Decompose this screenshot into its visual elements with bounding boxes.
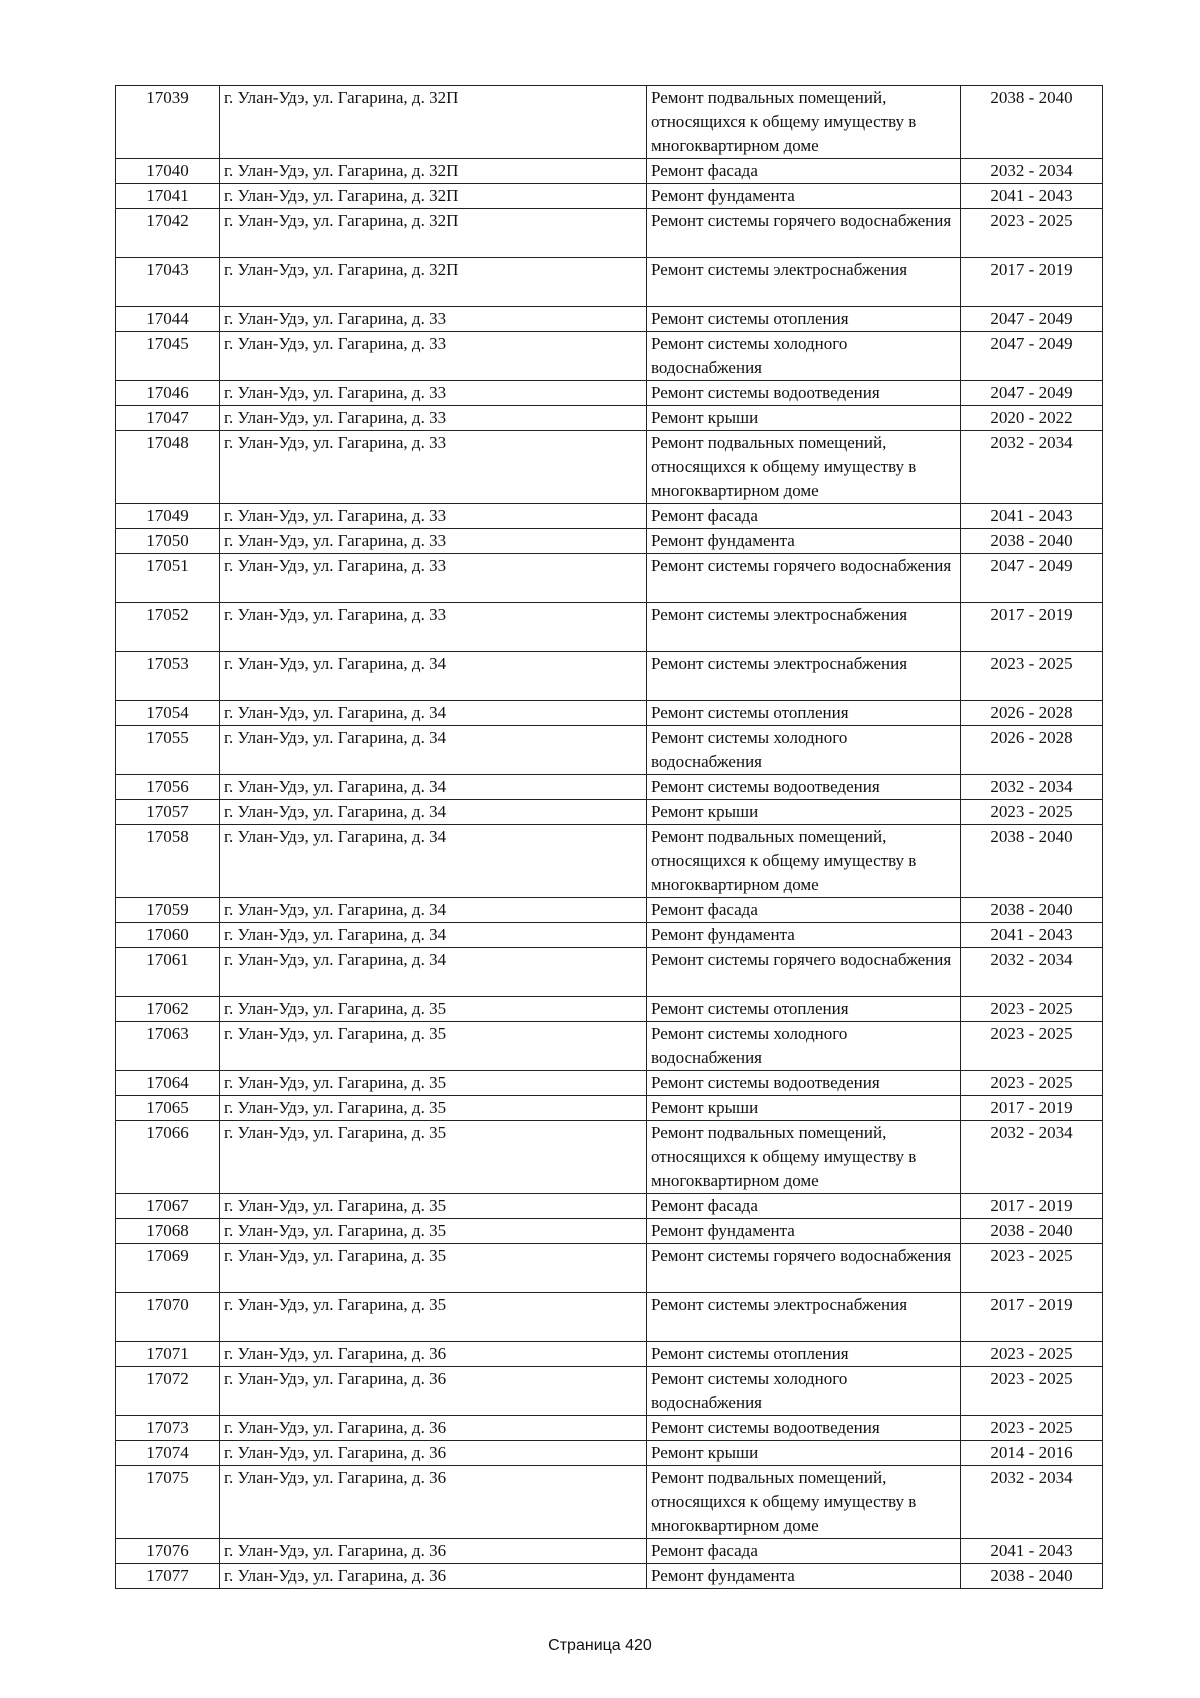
table-row bbox=[116, 1022, 1103, 1071]
cell-address: г. Улан-Удэ, ул. Гагарина, д. 34 bbox=[220, 800, 647, 825]
cell-address: г. Улан-Удэ, ул. Гагарина, д. 35 bbox=[220, 1121, 647, 1194]
cell-work-type: Ремонт системы отопления bbox=[647, 701, 961, 726]
cell-address: г. Улан-Удэ, ул. Гагарина, д. 33 bbox=[220, 332, 647, 381]
cell-address: г. Улан-Удэ, ул. Гагарина, д. 32П bbox=[220, 184, 647, 209]
cell-address: г. Улан-Удэ, ул. Гагарина, д. 33 bbox=[220, 603, 647, 652]
cell-address: г. Улан-Удэ, ул. Гагарина, д. 34 bbox=[220, 701, 647, 726]
cell-object-id: 17067 bbox=[116, 1194, 220, 1219]
table-row bbox=[116, 1194, 1103, 1219]
table-row bbox=[116, 554, 1103, 603]
repair-schedule-table bbox=[115, 85, 1103, 1589]
cell-period: 2041 - 2043 bbox=[961, 1539, 1103, 1564]
cell-address: г. Улан-Удэ, ул. Гагарина, д. 32П bbox=[220, 159, 647, 184]
cell-work-type: Ремонт системы отопления bbox=[647, 307, 961, 332]
cell-period: 2047 - 2049 bbox=[961, 554, 1103, 603]
cell-object-id: 17057 bbox=[116, 800, 220, 825]
table-row bbox=[116, 332, 1103, 381]
cell-address: г. Улан-Удэ, ул. Гагарина, д. 34 bbox=[220, 948, 647, 997]
cell-object-id: 17063 bbox=[116, 1022, 220, 1071]
cell-object-id: 17069 bbox=[116, 1244, 220, 1293]
cell-work-type: Ремонт крыши bbox=[647, 406, 961, 431]
cell-object-id: 17042 bbox=[116, 209, 220, 258]
table-row bbox=[116, 1219, 1103, 1244]
cell-address: г. Улан-Удэ, ул. Гагарина, д. 34 bbox=[220, 775, 647, 800]
cell-period: 2032 - 2034 bbox=[961, 775, 1103, 800]
cell-address: г. Улан-Удэ, ул. Гагарина, д. 33 bbox=[220, 529, 647, 554]
cell-work-type: Ремонт системы водоотведения bbox=[647, 381, 961, 406]
cell-period: 2023 - 2025 bbox=[961, 1342, 1103, 1367]
cell-address: г. Улан-Удэ, ул. Гагарина, д. 33 bbox=[220, 431, 647, 504]
cell-period: 2017 - 2019 bbox=[961, 603, 1103, 652]
cell-work-type: Ремонт подвальных помещений, относящихся к общему имуществу в многоквартирном доме bbox=[647, 825, 961, 898]
cell-object-id: 17047 bbox=[116, 406, 220, 431]
cell-address: г. Улан-Удэ, ул. Гагарина, д. 34 bbox=[220, 825, 647, 898]
cell-period: 2032 - 2034 bbox=[961, 431, 1103, 504]
cell-period: 2038 - 2040 bbox=[961, 825, 1103, 898]
cell-work-type: Ремонт крыши bbox=[647, 1441, 961, 1466]
table-row bbox=[116, 1293, 1103, 1342]
table-row bbox=[116, 1071, 1103, 1096]
cell-object-id: 17040 bbox=[116, 159, 220, 184]
cell-work-type: Ремонт системы водоотведения bbox=[647, 775, 961, 800]
table-row bbox=[116, 184, 1103, 209]
cell-object-id: 17068 bbox=[116, 1219, 220, 1244]
cell-work-type: Ремонт системы горячего водоснабжения bbox=[647, 209, 961, 258]
cell-period: 2023 - 2025 bbox=[961, 1244, 1103, 1293]
table-row bbox=[116, 86, 1103, 159]
cell-period: 2032 - 2034 bbox=[961, 159, 1103, 184]
cell-period: 2047 - 2049 bbox=[961, 332, 1103, 381]
cell-address: г. Улан-Удэ, ул. Гагарина, д. 33 bbox=[220, 504, 647, 529]
cell-address: г. Улан-Удэ, ул. Гагарина, д. 35 bbox=[220, 1244, 647, 1293]
cell-period: 2038 - 2040 bbox=[961, 86, 1103, 159]
cell-period: 2032 - 2034 bbox=[961, 1466, 1103, 1539]
cell-period: 2023 - 2025 bbox=[961, 800, 1103, 825]
table-row bbox=[116, 923, 1103, 948]
table-row bbox=[116, 775, 1103, 800]
table-row bbox=[116, 431, 1103, 504]
cell-object-id: 17056 bbox=[116, 775, 220, 800]
cell-period: 2032 - 2034 bbox=[961, 1121, 1103, 1194]
cell-period: 2020 - 2022 bbox=[961, 406, 1103, 431]
cell-object-id: 17046 bbox=[116, 381, 220, 406]
cell-object-id: 17059 bbox=[116, 898, 220, 923]
cell-period: 2017 - 2019 bbox=[961, 1293, 1103, 1342]
cell-period: 2026 - 2028 bbox=[961, 701, 1103, 726]
cell-period: 2032 - 2034 bbox=[961, 948, 1103, 997]
table-body bbox=[116, 86, 1103, 1589]
cell-address: г. Улан-Удэ, ул. Гагарина, д. 35 bbox=[220, 1293, 647, 1342]
cell-work-type: Ремонт системы горячего водоснабжения bbox=[647, 554, 961, 603]
cell-address: г. Улан-Удэ, ул. Гагарина, д. 32П bbox=[220, 209, 647, 258]
cell-object-id: 17065 bbox=[116, 1096, 220, 1121]
cell-work-type: Ремонт фасада bbox=[647, 1194, 961, 1219]
cell-period: 2026 - 2028 bbox=[961, 726, 1103, 775]
table-row bbox=[116, 1096, 1103, 1121]
cell-object-id: 17073 bbox=[116, 1416, 220, 1441]
cell-address: г. Улан-Удэ, ул. Гагарина, д. 33 bbox=[220, 554, 647, 603]
cell-period: 2047 - 2049 bbox=[961, 381, 1103, 406]
cell-work-type: Ремонт системы отопления bbox=[647, 997, 961, 1022]
cell-object-id: 17071 bbox=[116, 1342, 220, 1367]
cell-work-type: Ремонт фасада bbox=[647, 898, 961, 923]
cell-address: г. Улан-Удэ, ул. Гагарина, д. 36 bbox=[220, 1466, 647, 1539]
cell-address: г. Улан-Удэ, ул. Гагарина, д. 34 bbox=[220, 923, 647, 948]
cell-object-id: 17050 bbox=[116, 529, 220, 554]
table-row bbox=[116, 504, 1103, 529]
cell-work-type: Ремонт системы холодного водоснабжения bbox=[647, 1022, 961, 1071]
cell-work-type: Ремонт системы электроснабжения bbox=[647, 258, 961, 307]
cell-work-type: Ремонт крыши bbox=[647, 800, 961, 825]
cell-object-id: 17064 bbox=[116, 1071, 220, 1096]
cell-object-id: 17077 bbox=[116, 1564, 220, 1589]
cell-address: г. Улан-Удэ, ул. Гагарина, д. 32П bbox=[220, 86, 647, 159]
cell-work-type: Ремонт фундамента bbox=[647, 184, 961, 209]
cell-address: г. Улан-Удэ, ул. Гагарина, д. 36 bbox=[220, 1367, 647, 1416]
cell-work-type: Ремонт системы водоотведения bbox=[647, 1071, 961, 1096]
cell-work-type: Ремонт системы холодного водоснабжения bbox=[647, 332, 961, 381]
cell-work-type: Ремонт фундамента bbox=[647, 529, 961, 554]
cell-address: г. Улан-Удэ, ул. Гагарина, д. 35 bbox=[220, 997, 647, 1022]
cell-object-id: 17049 bbox=[116, 504, 220, 529]
table-row bbox=[116, 701, 1103, 726]
cell-period: 2023 - 2025 bbox=[961, 1071, 1103, 1096]
cell-object-id: 17044 bbox=[116, 307, 220, 332]
cell-object-id: 17051 bbox=[116, 554, 220, 603]
table-row bbox=[116, 1342, 1103, 1367]
cell-object-id: 17074 bbox=[116, 1441, 220, 1466]
table-row bbox=[116, 1367, 1103, 1416]
document-page bbox=[115, 85, 1102, 1589]
cell-address: г. Улан-Удэ, ул. Гагарина, д. 35 bbox=[220, 1219, 647, 1244]
cell-object-id: 17055 bbox=[116, 726, 220, 775]
cell-period: 2041 - 2043 bbox=[961, 923, 1103, 948]
cell-period: 2023 - 2025 bbox=[961, 1367, 1103, 1416]
cell-address: г. Улан-Удэ, ул. Гагарина, д. 34 bbox=[220, 652, 647, 701]
table-row bbox=[116, 1121, 1103, 1194]
cell-address: г. Улан-Удэ, ул. Гагарина, д. 36 bbox=[220, 1539, 647, 1564]
table-row bbox=[116, 381, 1103, 406]
table-row bbox=[116, 529, 1103, 554]
cell-address: г. Улан-Удэ, ул. Гагарина, д. 36 bbox=[220, 1441, 647, 1466]
cell-period: 2017 - 2019 bbox=[961, 1194, 1103, 1219]
table-row bbox=[116, 258, 1103, 307]
table-row bbox=[116, 1539, 1103, 1564]
cell-object-id: 17054 bbox=[116, 701, 220, 726]
table-row bbox=[116, 1441, 1103, 1466]
cell-period: 2047 - 2049 bbox=[961, 307, 1103, 332]
cell-work-type: Ремонт фасада bbox=[647, 159, 961, 184]
cell-period: 2041 - 2043 bbox=[961, 184, 1103, 209]
cell-work-type: Ремонт системы водоотведения bbox=[647, 1416, 961, 1441]
table-row bbox=[116, 948, 1103, 997]
cell-work-type: Ремонт системы электроснабжения bbox=[647, 652, 961, 701]
cell-work-type: Ремонт крыши bbox=[647, 1096, 961, 1121]
cell-address: г. Улан-Удэ, ул. Гагарина, д. 32П bbox=[220, 258, 647, 307]
cell-work-type: Ремонт фундамента bbox=[647, 1564, 961, 1589]
cell-work-type: Ремонт подвальных помещений, относящихся к общему имуществу в многоквартирном доме bbox=[647, 1466, 961, 1539]
table-row bbox=[116, 1244, 1103, 1293]
cell-period: 2014 - 2016 bbox=[961, 1441, 1103, 1466]
table-row bbox=[116, 1564, 1103, 1589]
cell-period: 2038 - 2040 bbox=[961, 1219, 1103, 1244]
table-row bbox=[116, 1466, 1103, 1539]
cell-period: 2017 - 2019 bbox=[961, 1096, 1103, 1121]
cell-work-type: Ремонт подвальных помещений, относящихся к общему имуществу в многоквартирном доме bbox=[647, 1121, 961, 1194]
table-row bbox=[116, 800, 1103, 825]
cell-work-type: Ремонт фундамента bbox=[647, 1219, 961, 1244]
cell-work-type: Ремонт фасада bbox=[647, 504, 961, 529]
cell-period: 2017 - 2019 bbox=[961, 258, 1103, 307]
cell-work-type: Ремонт системы холодного водоснабжения bbox=[647, 726, 961, 775]
cell-object-id: 17052 bbox=[116, 603, 220, 652]
cell-object-id: 17039 bbox=[116, 86, 220, 159]
cell-address: г. Улан-Удэ, ул. Гагарина, д. 33 bbox=[220, 381, 647, 406]
cell-address: г. Улан-Удэ, ул. Гагарина, д. 33 bbox=[220, 307, 647, 332]
cell-address: г. Улан-Удэ, ул. Гагарина, д. 36 bbox=[220, 1342, 647, 1367]
cell-object-id: 17075 bbox=[116, 1466, 220, 1539]
cell-object-id: 17045 bbox=[116, 332, 220, 381]
cell-period: 2038 - 2040 bbox=[961, 898, 1103, 923]
cell-address: г. Улан-Удэ, ул. Гагарина, д. 35 bbox=[220, 1071, 647, 1096]
cell-work-type: Ремонт подвальных помещений, относящихся к общему имуществу в многоквартирном доме bbox=[647, 86, 961, 159]
cell-address: г. Улан-Удэ, ул. Гагарина, д. 35 bbox=[220, 1096, 647, 1121]
cell-object-id: 17076 bbox=[116, 1539, 220, 1564]
cell-object-id: 17060 bbox=[116, 923, 220, 948]
table-row bbox=[116, 997, 1103, 1022]
cell-work-type: Ремонт подвальных помещений, относящихся к общему имуществу в многоквартирном доме bbox=[647, 431, 961, 504]
table-row bbox=[116, 652, 1103, 701]
table-row bbox=[116, 603, 1103, 652]
page-number: Страница 420 bbox=[548, 1637, 652, 1654]
cell-work-type: Ремонт системы электроснабжения bbox=[647, 603, 961, 652]
cell-period: 2041 - 2043 bbox=[961, 504, 1103, 529]
cell-work-type: Ремонт системы электроснабжения bbox=[647, 1293, 961, 1342]
cell-period: 2023 - 2025 bbox=[961, 1416, 1103, 1441]
cell-object-id: 17070 bbox=[116, 1293, 220, 1342]
cell-address: г. Улан-Удэ, ул. Гагарина, д. 33 bbox=[220, 406, 647, 431]
cell-object-id: 17048 bbox=[116, 431, 220, 504]
cell-object-id: 17066 bbox=[116, 1121, 220, 1194]
cell-work-type: Ремонт фундамента bbox=[647, 923, 961, 948]
table-row bbox=[116, 825, 1103, 898]
cell-address: г. Улан-Удэ, ул. Гагарина, д. 35 bbox=[220, 1022, 647, 1071]
cell-object-id: 17061 bbox=[116, 948, 220, 997]
cell-address: г. Улан-Удэ, ул. Гагарина, д. 34 bbox=[220, 898, 647, 923]
cell-period: 2023 - 2025 bbox=[961, 209, 1103, 258]
cell-work-type: Ремонт системы отопления bbox=[647, 1342, 961, 1367]
cell-work-type: Ремонт системы горячего водоснабжения bbox=[647, 1244, 961, 1293]
cell-work-type: Ремонт фасада bbox=[647, 1539, 961, 1564]
table-row bbox=[116, 406, 1103, 431]
cell-address: г. Улан-Удэ, ул. Гагарина, д. 35 bbox=[220, 1194, 647, 1219]
cell-address: г. Улан-Удэ, ул. Гагарина, д. 36 bbox=[220, 1416, 647, 1441]
cell-object-id: 17058 bbox=[116, 825, 220, 898]
cell-address: г. Улан-Удэ, ул. Гагарина, д. 34 bbox=[220, 726, 647, 775]
cell-period: 2023 - 2025 bbox=[961, 1022, 1103, 1071]
cell-object-id: 17062 bbox=[116, 997, 220, 1022]
cell-object-id: 17041 bbox=[116, 184, 220, 209]
cell-object-id: 17072 bbox=[116, 1367, 220, 1416]
table-row bbox=[116, 307, 1103, 332]
table-row bbox=[116, 1416, 1103, 1441]
cell-object-id: 17053 bbox=[116, 652, 220, 701]
cell-period: 2038 - 2040 bbox=[961, 529, 1103, 554]
table-row bbox=[116, 726, 1103, 775]
cell-work-type: Ремонт системы горячего водоснабжения bbox=[647, 948, 961, 997]
cell-period: 2023 - 2025 bbox=[961, 652, 1103, 701]
cell-work-type: Ремонт системы холодного водоснабжения bbox=[647, 1367, 961, 1416]
table-row bbox=[116, 159, 1103, 184]
cell-period: 2023 - 2025 bbox=[961, 997, 1103, 1022]
table-row bbox=[116, 209, 1103, 258]
cell-object-id: 17043 bbox=[116, 258, 220, 307]
table-row bbox=[116, 898, 1103, 923]
cell-address: г. Улан-Удэ, ул. Гагарина, д. 36 bbox=[220, 1564, 647, 1589]
cell-period: 2038 - 2040 bbox=[961, 1564, 1103, 1589]
